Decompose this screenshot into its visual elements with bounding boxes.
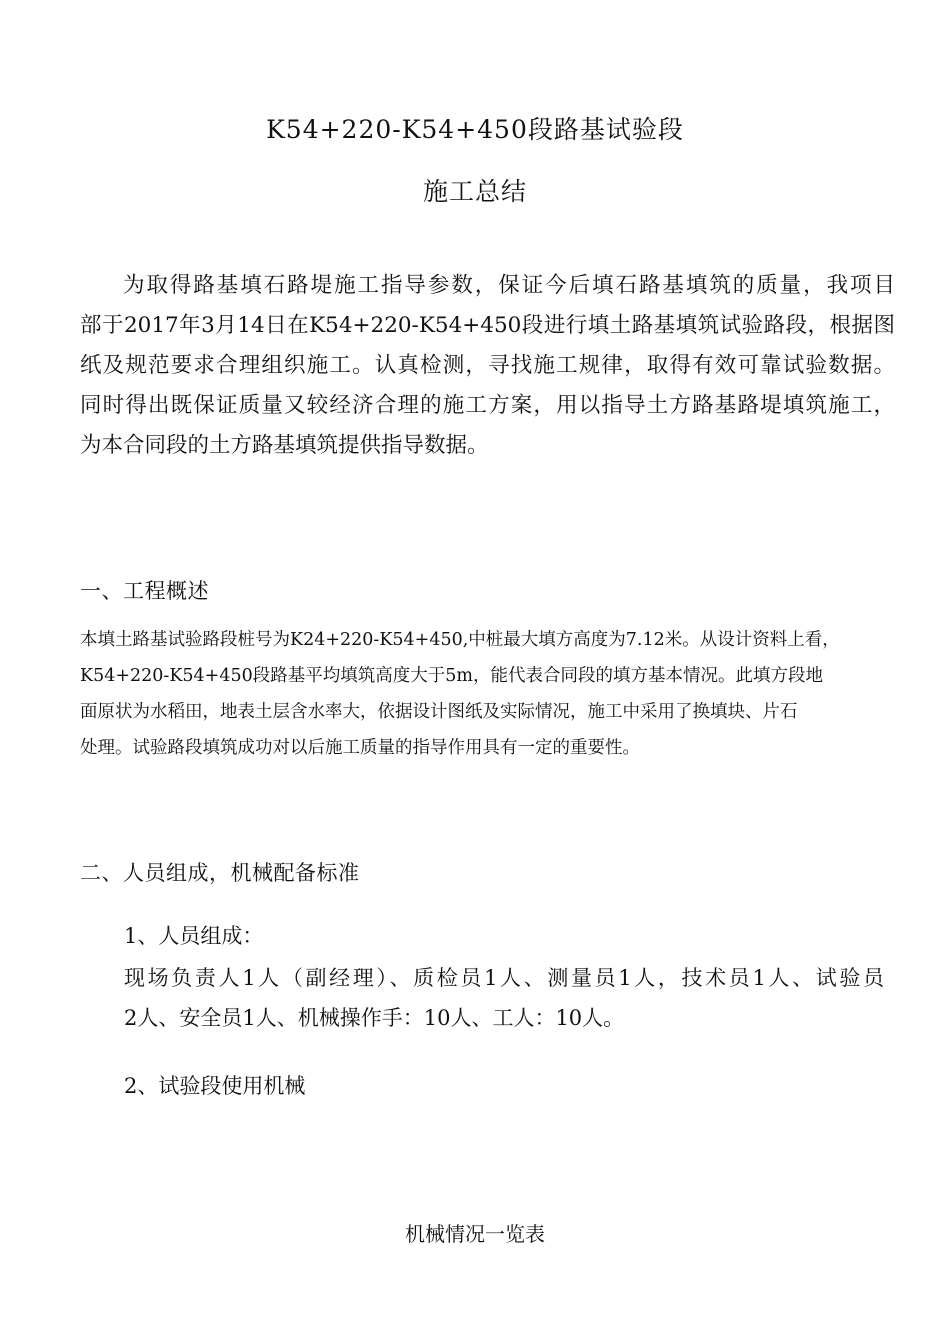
- staff-paragraph: [124, 958, 884, 1038]
- intro-line: 同时得出既保证质量又较经济合理的施工方案，用以指导土方路基路堤填筑施工，: [80, 393, 895, 418]
- section-heading-overview: 一、工程概述: [80, 579, 209, 603]
- staff-line: 现场负责人1人（副经理）、质检员1人、测量员1人，技术员1人、试验员: [124, 966, 884, 990]
- intro-line: 纸及规范要求合理组织施工。认真检测，寻找施工规律，取得有效可靠试验数据。: [80, 353, 895, 378]
- table-caption: 机械情况一览表: [405, 1222, 545, 1246]
- overview-line: K54+220-K54+450段路基平均填筑高度大于5m，能代表合同段的填方基本情况。此填方段地: [80, 666, 823, 686]
- section-heading-personnel: 二、人员组成，机械配备标准: [80, 861, 360, 885]
- intro-paragraph: [80, 266, 895, 466]
- overview-line: 面原状为水稻田，地表土层含水率大，依据设计图纸及实际情况，施工中采用了换填块、片石: [80, 702, 798, 722]
- overview-paragraph: [80, 622, 895, 766]
- intro-line: 部于2017年3月14日在K54+220-K54+450段进行填土路基填筑试验路段，根据图: [80, 313, 895, 338]
- staff-line: 2人、安全员1人、机械操作手：10人、工人：10人。: [124, 1006, 625, 1030]
- intro-line: 为取得路基填石路堤施工指导参数，保证今后填石路基填筑的质量，我项目: [123, 273, 895, 298]
- subheading-staff: 1、人员组成：: [124, 924, 264, 948]
- overview-line: 本填土路基试验路段桩号为K24+220-K54+450,中桩最大填方高度为7.12米。从设计资料上看，: [80, 630, 840, 650]
- document-title-line2: 施工总结: [422, 177, 527, 206]
- document-title-line1: K54+220-K54+450段路基试验段: [266, 115, 684, 144]
- subheading-machinery: 2、试验段使用机械: [124, 1074, 306, 1098]
- intro-line: 为本合同段的土方路基填筑提供指导数据。: [80, 433, 489, 458]
- overview-line: 处理。试验路段填筑成功对以后施工质量的指导作用具有一定的重要性。: [80, 738, 640, 758]
